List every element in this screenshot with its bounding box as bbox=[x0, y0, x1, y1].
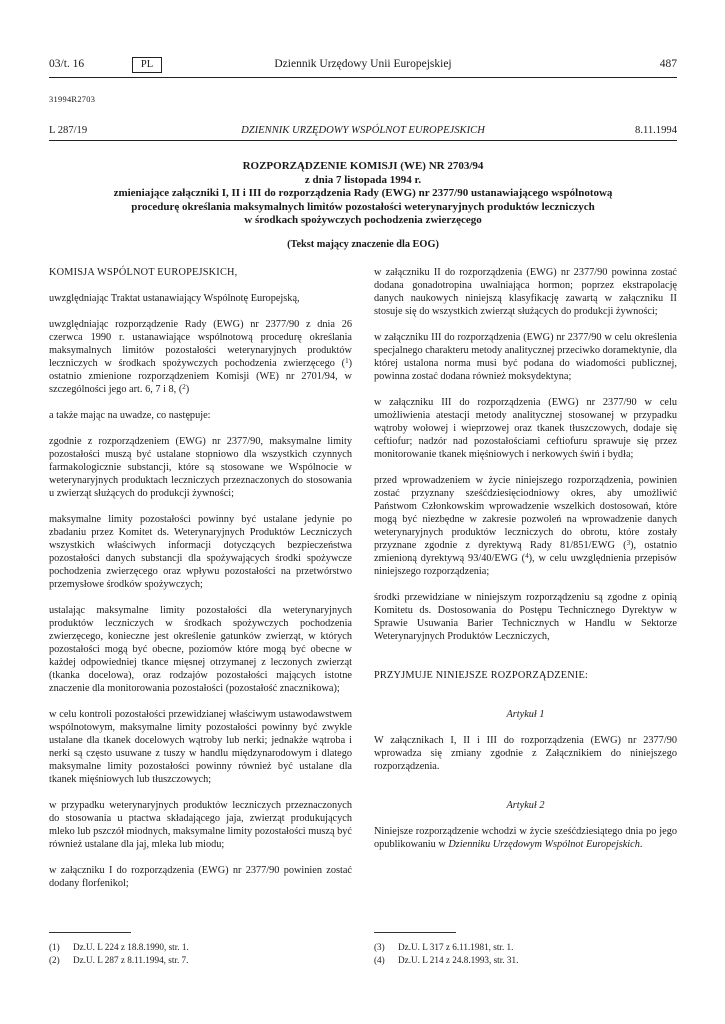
footnote-ref-2[interactable]: 2 bbox=[182, 383, 186, 391]
article-1-text: W załącznikach I, II i III do rozporządzenia (EWG) nr 2377/90 wprowadza się zmiany zgodnie z Załącznikiem do niniejszego rozporządzenia. bbox=[374, 735, 677, 772]
oj-header bbox=[49, 124, 677, 138]
oj-journal-title: DZIENNIK URZĘDOWY WSPÓLNOT EUROPEJSKICH bbox=[241, 125, 485, 136]
citation-treaty: uwzględniając Traktat ustanawiający Wspólnotę Europejską, bbox=[49, 293, 300, 304]
issuing-body: KOMISJA WSPÓLNOT EUROPEJSKICH, bbox=[49, 267, 238, 278]
right-column bbox=[374, 266, 677, 864]
volume-label: 03/t. 16 bbox=[49, 58, 85, 70]
language-badge: PL bbox=[132, 57, 162, 73]
footnote-rule-left bbox=[49, 932, 131, 933]
recital: w celu kontroli pozostałości przewidzianej właściwym ustawodawstwem wspólnotowym, maksymalne limity pozostałości powinny być zwykle ustalane dla tkanek docelowych wątroby lub nerki; jednakże wątroba i nerki są często usuwane z tuszy w handlu międzynarodowym i dlatego maksymalne limity pozostałości powinny również być ustalane dla tkanek mięśniowych lub tłuszczowych; bbox=[49, 709, 352, 785]
recital: przed wprowadzeniem w życie niniejszego rozporządzenia, powinien zostać przyznany sześćdziesięciodniowy okres, aby umożliwić Państwom Członkowskim wprowadzenie wszelkich dostosowań, które mogą być niezbędne w zakresie pozwoleń na wprowadzenie danych weterynaryjnych produktów leczniczych do obrotu, które zostały przyznane zgodnie z dyrektywą Rady 81/851/EWG ($^3$), ostatnio zmienioną dyrektywą 93/40/EWG ($^4$), w celu uwzględnienia przepisów niniejszego rozporządzenia; bbox=[374, 475, 678, 577]
recital: w przypadku weterynaryjnych produktów leczniczych przeznaczonych do stosowania u ptactwa składającego jaja, zwierząt produkujących mleko lub pszczół miodnych, maksymalne limity pozostałości muszą być również ustalane dla jaj, mleka lub miodu; bbox=[49, 800, 352, 850]
oj-date: 8.11.1994 bbox=[635, 125, 677, 136]
recital: maksymalne limity pozostałości powinny być ustalane jedynie po zbadaniu przez Komitet ds. Weterynaryjnych Produktów Leczniczych wszystkich właściwych informacji dotyczących bezpieczeństwa pozostałości danych substancji dla spożywających środki spożywcze pochodzenia zwierzęcego oraz wpływu pozostałości na przetwórstwo przemysłowe środków spożywczych; bbox=[49, 514, 352, 590]
adoption-formula: PRZYJMUJE NINIEJSZE ROZPORZĄDZENIE: bbox=[374, 670, 589, 681]
recital: ustalając maksymalne limity pozostałości dla weterynaryjnych produktów leczniczych w środkach spożywczych pochodzenia zwierzęcego, konieczne jest określenie gatunków zwierząt, w których pozostałości mogą być obecne, poziomów które mogą być obecne w każdej odpowiedniej tkance mięsnej otrzymanej z leczonych zwierząt (tkanka docelowa), oraz rodzajów pozostałości mających istotne znaczenie dla monitorowania pozostałości (pozostałość znacznikowa); bbox=[49, 605, 352, 694]
running-header bbox=[49, 58, 677, 74]
footnote-ref-3[interactable]: 3 bbox=[626, 539, 631, 547]
footnote-1: (1) Dz.U. L 224 z 18.8.1990, str. 1. bbox=[49, 942, 189, 952]
recital: zgodnie z rozporządzeniem (EWG) nr 2377/90, maksymalne limity pozostałości muszą być ustalane stopniowo dla wszystkich czynnych farmakologicznie substancji, które są stosowane we Wspólnocie w weterynaryjnych produktach leczniczych przeznaczonych do stosowania u zwierząt służących do produkcji żywności; bbox=[49, 436, 352, 499]
recital: środki przewidziane w niniejszym rozporządzeniu są zgodne z opinią Komitetu ds. Dostosowania do Postępu Technicznego Dyrektyw w Sprawie Usuwania Barier Technicznych w Handlu w Sektorze Weterynaryjnych Produktów Leczniczych, bbox=[374, 592, 677, 642]
article-1-title: Artykuł 1 bbox=[506, 709, 545, 720]
recital: w załączniku I do rozporządzenia (EWG) nr 2377/90 powinien zostać dodany florfenikol; bbox=[49, 865, 352, 889]
article-2-text: Niniejsze rozporządzenie wchodzi w życie sześćdziesiątego dnia po jego opublikowaniu w Dzienniku Urzędowym Wspólnot Europejskich. bbox=[374, 826, 677, 850]
page-number: 487 bbox=[659, 58, 677, 70]
recital: w załączniku III do rozporządzenia (EWG) nr 2377/90 w celu określenia specjalnego charakteru metody analitycznej przeciwko doramektynie, dla której ustalona norma musi być podana do wiadomości publicznej, powinna zostać dodana również moksydektyna; bbox=[374, 332, 677, 382]
article-2-title: Artykuł 2 bbox=[506, 800, 545, 811]
header-rule bbox=[49, 77, 677, 78]
eea-relevance-note: (Tekst mający znaczenie dla EOG) bbox=[287, 239, 439, 250]
journal-title: Dziennik Urzędowy Unii Europejskiej bbox=[274, 58, 452, 70]
regulation-title bbox=[49, 160, 677, 228]
title-line-4: procedurę określania maksymalnych limitów pozostałości weterynaryjnych produktów leczniczych bbox=[131, 200, 595, 213]
footnote-2: (2) Dz.U. L 287 z 8.11.1994, str. 7. bbox=[49, 955, 189, 965]
recitals-intro: a także mając na uwadze, co następuje: bbox=[49, 410, 211, 421]
title-line-2: z dnia 7 listopada 1994 r. bbox=[304, 173, 422, 186]
footnote-4: (4) Dz.U. L 214 z 24.8.1993, str. 31. bbox=[374, 955, 519, 965]
citation-regulation: uwzględniając rozporządzenie Rady (EWG) nr 2377/90 z dnia 26 czerwca 1990 r. ustanawiające wspólnotową procedurę określania maksymalnych limitów pozostałości weterynaryjnych produktów leczniczych w środkach spożywczych pochodzenia zwierzęcego ($^1$) ostatnio zmienione rozporządzeniem Komisji (WE) nr 2701/94, w szczególności jego art. 6, 7 i 8, ($^2$) bbox=[49, 319, 352, 395]
footnote-ref-4[interactable]: 4 bbox=[525, 552, 529, 560]
title-line-3: zmieniające załączniki I, II i III do rozporządzenia Rady (EWG) nr 2377/90 ustanawiającego wspólnotową bbox=[113, 187, 613, 200]
footnote-3: (3) Dz.U. L 317 z 6.11.1981, str. 1. bbox=[374, 942, 514, 952]
journal-name-italic: Dzienniku Urzędowym Wspólnot Europejskich bbox=[448, 839, 640, 850]
celex-number: 31994R2703 bbox=[49, 95, 96, 104]
recital: w załączniku III do rozporządzenia (EWG) nr 2377/90 w celu umożliwienia atestacji metody analitycznej stosowanej w przypadku wątroby wołowej i wieprzowej oraz tkanek tłuszczowych, dodaje się ceftiofur; nadzór nad pozostałościami ceftiofuru sprawuje się przez monitorowanie tkanek mięśniowych i nerkowych świń i bydła; bbox=[374, 397, 677, 460]
left-column bbox=[49, 266, 352, 903]
footnote-rule-right bbox=[374, 932, 456, 933]
recital: w załączniku II do rozporządzenia (EWG) nr 2377/90 powinna zostać dodana gonadotropina uwalniająca hormon; poprzez ekstrapolację danych naukowych niniejszą klasyfikację zawartą w załączniku II stosuje się do wszystkich zwierząt służących do produkcji żywności; bbox=[374, 267, 677, 317]
oj-reference: L 287/19 bbox=[49, 125, 88, 136]
title-line-1: ROZPORZĄDZENIE KOMISJI (WE) NR 2703/94 bbox=[242, 160, 484, 172]
oj-header-rule bbox=[49, 140, 677, 141]
footnote-ref-1[interactable]: 1 bbox=[345, 357, 349, 365]
title-line-5: w środkach spożywczych pochodzenia zwierzęcego bbox=[244, 214, 482, 227]
